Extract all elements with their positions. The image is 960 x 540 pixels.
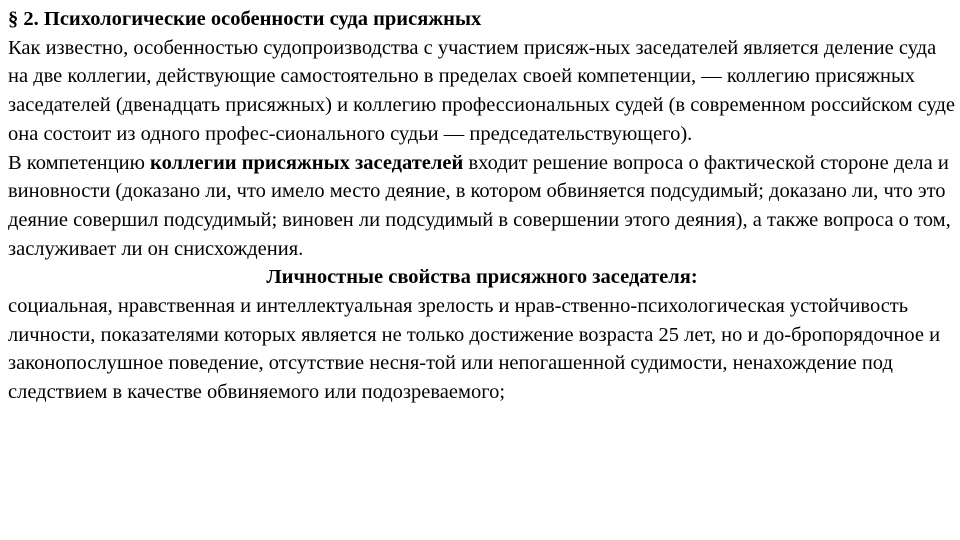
paragraph-court-structure: Как известно, особенностью судопроизводства с участием присяж-ных заседателей является деление суда на две коллегии, действующие самостоятельно в пределах своей компетенции, — коллегию присяжных заседателей (двенадцать присяжных) и коллегию профессиональных судей (в современном российском суде она состоит из одного профес-сионального судьи — председательствующего). xyxy=(8,36,956,145)
jury-competence-lead: В компетенцию xyxy=(8,151,151,174)
juror-qualities-subheading: Личностные свойства присяжного заседателя: xyxy=(266,266,698,289)
jury-competence-bold-term: коллегии присяжных заседателей xyxy=(150,151,464,174)
paragraph-jury-competence xyxy=(8,149,956,264)
paragraph-juror-qualities: социальная, нравственная и интеллектуальная зрелость и нрав-ственно-психологическая устойчивость личности, показателями которых является не только достижение возраста 25 лет, но и до-бропорядочное и законопослушное поведение, отсутствие несня-той или непогашенной судимости, ненахождение под следствием в качестве обвиняемого или подозреваемого; xyxy=(8,295,941,404)
slide-text-body xyxy=(8,5,956,407)
section-heading: § 2. Психологические особенности суда присяжных xyxy=(8,8,482,30)
jury-competence-rest: входит решение вопроса о фактической стороне дела и виновности (доказано ли, что имело место деяние, в котором обвиняется подсудимый; доказано ли, что это деяние совершил подсудимый; виновен ли подсудимый в совершении этого деяния), а также вопроса о том, заслуживает ли он снисхождения. xyxy=(8,151,951,260)
